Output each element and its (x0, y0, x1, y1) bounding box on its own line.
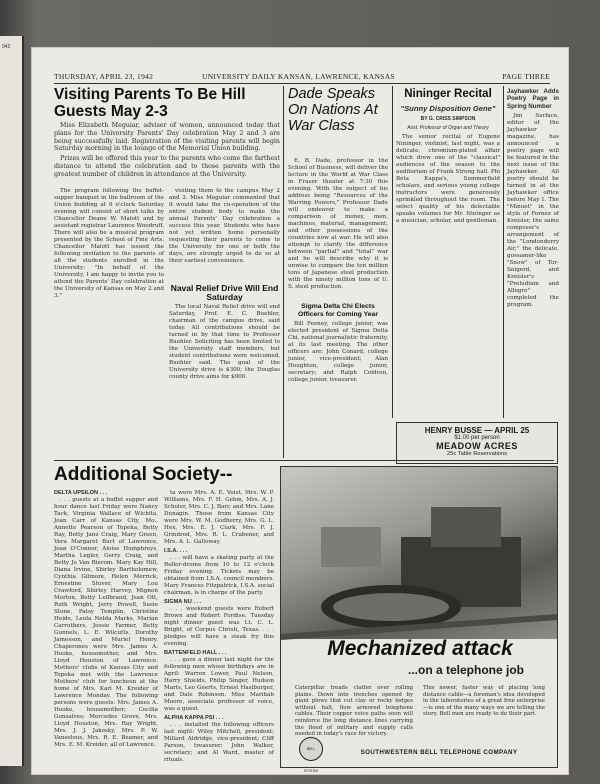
jayhawker-headline: Jayhawker Adds Poetry Page in Spring Number (507, 88, 559, 110)
bell-seal-text: BELL SYSTEM (303, 747, 319, 773)
adjacent-page-edge (0, 36, 24, 766)
adjacent-page-label: 942 (2, 44, 11, 50)
parents-body-column (54, 188, 164, 456)
isa-heading: I.S.A. . . . (164, 548, 188, 554)
bell-system-seal (299, 737, 323, 773)
bell-ad-subhead: ...on a telephone job (407, 663, 524, 677)
alpha-kappa-psi-heading: ALPHA KAPPA PSI . . . (164, 715, 224, 721)
section-rule (54, 460, 554, 461)
parents-second-column (169, 188, 280, 278)
column-rule (283, 86, 284, 458)
jayhawker-body: Jim Surface, editor of the Jayhawker magazine, has announced a poetry page will be featured in the next issue of the Jayhawker. All poetry should be turned in at the Jayhawker office before May 1. The "Minuet" in the style of Fornez of Kreisler, the same composer's arrangement of the "Londonderry Air," the delicate, gossamer-like "Snow" of Tor-Snigerd, and Kreisler's "Preludium and Allegro" completed the program. (507, 113, 559, 309)
battenfeld-heading: BATTENFELD HALL . . . (164, 650, 227, 656)
dade-headline: Dade Speaks On Nations At War Class (288, 86, 378, 134)
parents-body-text: The program following the buffet-supper banquet in the ballroom of the Union building at 6 o'clock Saturday evening will consist of short talks by Chancellor Deane W. Malott and by assistant registrar Laurence Woodruff. There will also be a musical program presented by the School of Fine Arts. Chancellor Malott has issued the following invitation to the parents of all the students enrolled in the University: "In behalf of the University, I am happy to invite you to attend the Parents' Day celebration at the University of Kansas on May 2 and 3." (54, 188, 164, 299)
sigma-nu-text: . . . weekend guests were Robert Brown and Robert Fordise. Tuesday night dinner guest was Lt. C. L. Bright, of Corpus Christi, Texas. . . . pledges will have a steak fry this evening. (164, 606, 274, 647)
naval-relief-headline: Naval Relief Drive Will End Saturday (170, 283, 279, 302)
naval-relief-body: The local Naval Relief drive will end Saturday, Prof. E. C. Buehler, chairman of the campus drive, said today. All contributions should be turned in by that time to Professor Buehler. Soliciting has been limited to the University staff members, but student contributions were welcomed, Buehler said. The goal of the University drive is $300; the Douglas county drive aims for $900. (169, 304, 280, 380)
recital-byline: BY G. CRISS SIMPSON (420, 116, 476, 122)
bell-telephone-advertisement (280, 466, 558, 773)
society-column-two (164, 490, 274, 770)
column-rule (503, 86, 504, 418)
header-page-number: PAGE THREE (502, 72, 550, 81)
bell-ad-left-copy: Caterpillar treads clatter over rolling plains. Down into trenches opened by giant plows that cut clay or rocky ledges without halt, flow armored telephone cables. Their copper voice paths soon will reinforce the long distance lines carrying the flood of military and supply calls needed in today's race for victory. (295, 685, 413, 738)
dade-body: E. B. Dade, professor in the School of Business, will deliver the lecture in the World at War Class in Fraser theater at 7:30 this evening. With the subject of his address being "Resources of the Warring Powers," Professor Dade will endeavor to make a comparison of money, men, machines, material, management, and other possessions of the countries now at war. He will also attempt to clarify the difference between "partial" and "total" war and he will describe why it is unwise to compare the ten million tons of Japanese steel production with the ninety million tons of U. S. steel production. (288, 158, 388, 290)
header-paper-name: UNIVERSITY DAILY KANSAN, LAWRENCE, KANSAS (202, 72, 395, 81)
delta-upsilon-heading: DELTA UPSILON . . . (54, 490, 108, 496)
dance-ad-band: HENRY BUSSE — APRIL 25 (424, 426, 530, 435)
bell-ad-right-copy: This newer, faster way of placing long distance cable—a foreman's idea developed in the laboratories of a great free enterprise—is one of the many ways we are telling the story. Bell men are ready to do their part. (423, 685, 545, 718)
alpha-kappa-psi-text: . . . installed the following officers last night: Wiley Mitchell, president; Millard Aldridge, vice-president; Cliff Parson, treasurer; John Walker, secretary; and Al Ward, master of rituals. (164, 722, 274, 763)
isa-text: . . . will have a skating party at the Roller-drome from 10 to 12 o'clock Friday evening. Tickets may be obtained from I.S.A. council members. Mary Frances Fitzpatrick, I.S.A. social chairman, is in charge of the party. (164, 555, 274, 596)
parents-headline: Visiting Parents To Be Hill Guests May 2-3 (54, 86, 246, 120)
dance-ad-price: $1.00 per person (454, 435, 500, 441)
parents-lead-text: Miss Elizabeth Meguiar, adviser of women, announced today that plans for the University Parents' Day celebration May 2 and 3 are being successfully laid. Registration of the visiting parents will begin Saturday morning in the lounge of the Memorial Union building. (54, 122, 280, 153)
dance-ad-venue: MEADOW ACRES (436, 441, 518, 451)
dade-story (288, 158, 388, 298)
sigma-nu-heading: SIGMA NU . . . (164, 599, 202, 605)
naval-relief-story (169, 281, 280, 457)
header-date: THURSDAY, APRIL 23, 1942 (54, 72, 154, 81)
recital-body: The senior recital of Eugene Nininger, violinist, last night, was a delicate, chromium-plated affair which drew one of the "classical" audiences of the season to the auditorium of Frank Strong hall. Phi Beta Kappa's, Summerfield scholars, and serious young college instructors were generously sprinkled throughout the room. The select quality of his delectable speaks volumes for Mr. Nininger as a musician, scholar, and gentleman. (396, 134, 500, 224)
recital-story (396, 88, 500, 418)
parents-column-two-text: visiting them to the campus May 2 and 3. Miss Meguiar commented that it would take the co-operation of the entire student body to make the annual Parents' Day celebration a success this year. Students who have not yet written home personally requesting their parents to come to the University for one or both the days, are strongly urged to do so at their earliest convenience. (169, 188, 280, 264)
sigma-delta-chi-body: Bill Feeney, college junior, was elected president of Sigma Delta Chi, national journalistic fraternity, at its last meeting. The other officers are: John Conard, college junior, vice-president; Alan Houghton, college junior, secretary; and Ralph Coldren, college junior, treasurer. (288, 321, 388, 383)
sigma-delta-chi-story (288, 300, 388, 458)
bell-company-name: SOUTHWESTERN BELL TELEPHONE COMPANY (360, 749, 518, 756)
society-headline: Additional Society-- (54, 464, 233, 485)
delta-upsilon-text: . . . guests at a buffet supper and hour dance last Friday were Nancy Tack, Virginia Wallace of Wichita, Joan Carr of Kansas City, Mo., Annette Pearson of Topeka, Betty Ray, Betty Jane Craig, Mary Green, Vera Margaret Burt of Lawrence, Joan O'Connor, Aloise Humphreys, Martha Legler, Gerry Craig, and Betty Jo Van Bierom. Mary Kay Hill, Diana Irvine, Shirley Bartholomew, Cynthia Gilmore, Helen Merrick, Ernestine Stuver, Mary Lou Crawford, Shirley Harvey, Mignon Morton, Betty Lellbrand, Jean Ott, Ruth Wright, Jerry Powell, Susie Stone, Patsy Templin, Christine Heide, Leola Nelda Marks, Marian Carruthers, Jessie Farmer, Betty Gunnels, L. E. Wilcutts, Dorothy Jamesson, and Muriel Henry. Chaperones were Mrs. James A. Hooke, housemother, and Mrs. Lloyd Houston of Lawrence. Mothers' clubs of Kansas City and Topeka met with the Lawrence Mothers' club for luncheon at the home of Mrs. Karl M. Kreider of Lawrence Monday. The following persons were guests: Mrs. James A. Hooke, housemother; Cecilia Gonzalves; Mercedes Grove, Mrs. Lloyd Houston, Mrs. Ray Wright, Mrs. J. J. Jakosky, Mrs. P. W. Vanselous, Mrs. R. E. Beamer, and Mrs. E. M. Kreider, all of Lawrence. (54, 497, 158, 748)
parents-lead (54, 122, 280, 181)
newspaper-page (32, 48, 568, 774)
society-column-one (54, 490, 158, 770)
parents-second-paragraph: Prizes will be offered this year to the parents who come the farthest distance to attend the celebration and to those parents with the greatest number of children in attendance at the University. (54, 155, 280, 178)
recital-headline: Nininger Recital (404, 88, 492, 100)
society-continued-text: ta were Mrs. A. E. Voist, Mrs. W. P. Williams, Mrs. F. H. Gehm, Mrs. A. J. Scholer, Mrs. C. J. Barr, and Mrs. Lane Dunagin. Those from Kansas City were Mrs. W. M. Godberry, Mrs. G. L. Hex, Mrs. E. J. Clark, Mrs. F. J. Grindrod, Mrs. R. L. Crabener, and Mrs. A. L. Galloway. (164, 490, 274, 545)
dance-ad-reservations: 25c Table Reservations (446, 451, 508, 457)
bell-ad-headline: Mechanized attack (327, 637, 513, 660)
column-rule (392, 86, 393, 418)
page-header (54, 72, 550, 84)
jayhawker-story (507, 88, 559, 418)
tractor-cable-plow-photo (281, 467, 557, 639)
sigma-delta-chi-headline: Sigma Delta Chi Elects Officers for Coming Year (298, 303, 378, 318)
dance-advertisement (396, 422, 558, 464)
battenfeld-text: . . . gave a dinner last night for the following men whose birthdays are in April: Warren Lower, Paul Nelson, Harry Shields, Philip Singer, Hudson Marts, Leo Geerts, Ernest Haslburger, and Dale Robinson. Miss Maribah Moore, associate professor of voice, was a guest. (164, 657, 274, 712)
recital-quote: "Sunny Disposition Gene" (400, 104, 496, 113)
recital-byline-title: Asst. Professor of Organ and Theory (407, 125, 489, 131)
tractor-illustration (281, 467, 557, 639)
